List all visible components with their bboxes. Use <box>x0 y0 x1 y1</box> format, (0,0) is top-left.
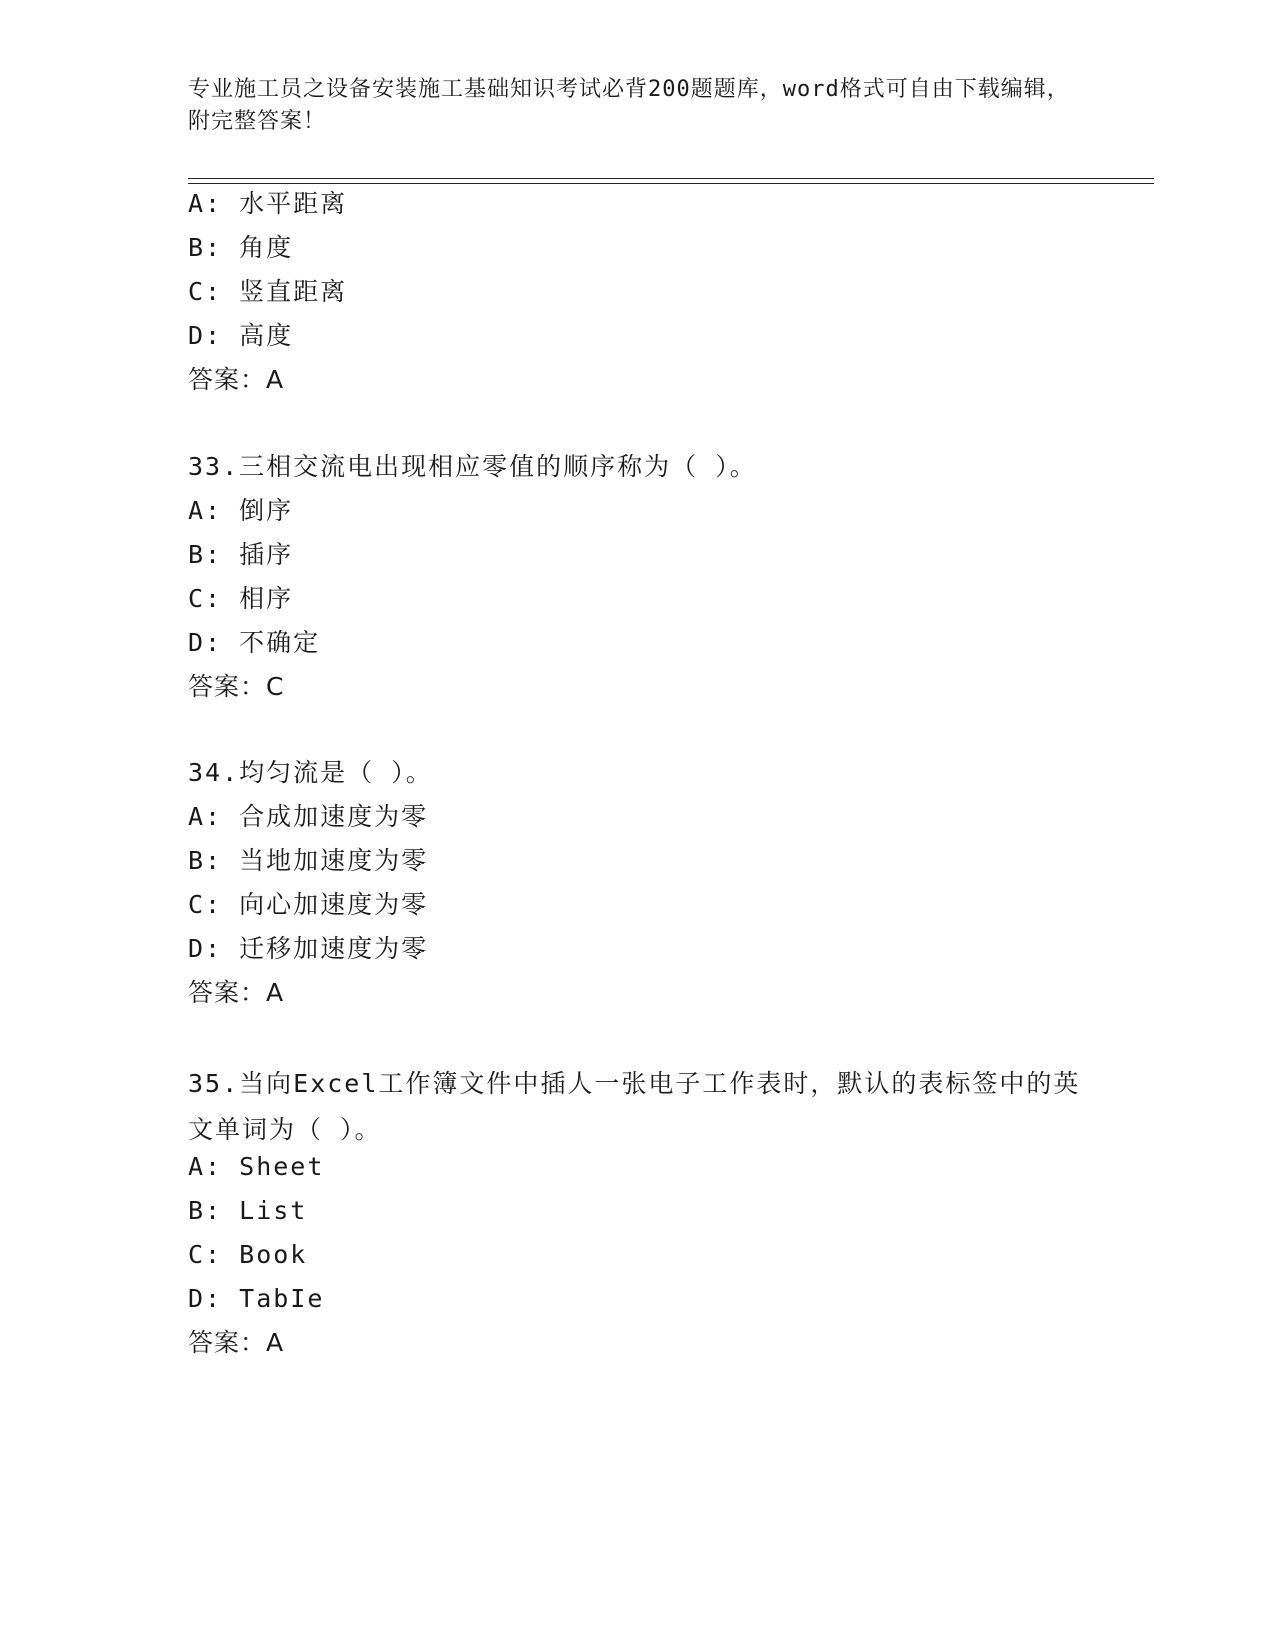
q32-option-d: D: 高度 <box>188 321 294 350</box>
q32-option-b: B: 角度 <box>188 233 294 262</box>
q32-option-a: A: 水平距离 <box>188 189 348 218</box>
q35-option-c: C: Book <box>188 1240 308 1269</box>
q35-answer: 答案：A <box>188 1328 285 1357</box>
q35-question: 35.当向Excel工作簿文件中插人一张电子工作表时，默认的表标签中的英文单词为（ ）。 <box>188 1069 1081 1144</box>
q34-option-a: A: 合成加速度为零 <box>188 802 429 831</box>
q35-option-a: A: Sheet <box>188 1152 325 1181</box>
q33-option-d: D: 不确定 <box>188 628 321 657</box>
document-header: 专业施工员之设备安装施工基础知识考试必背200题题库，word格式可自由下载编辑，附完整答案！ <box>188 77 1070 134</box>
q33-option-b: B: 插序 <box>188 540 294 569</box>
q34-question: 34.均匀流是（ ）。 <box>188 758 433 787</box>
q34-option-c: C: 向心加速度为零 <box>188 890 429 919</box>
q33-question: 33.三相交流电出现相应零值的顺序称为（ ）。 <box>188 452 757 481</box>
q32-option-c: C: 竖直距离 <box>188 277 348 306</box>
q32-answer: 答案：A <box>188 365 285 394</box>
q35-option-d: D: TabIe <box>188 1284 325 1313</box>
q33-answer: 答案：C <box>188 672 285 701</box>
header-divider-top <box>188 178 1154 179</box>
q34-option-d: D: 迁移加速度为零 <box>188 934 429 963</box>
header-divider-bottom <box>188 183 1154 184</box>
q33-option-c: C: 相序 <box>188 584 294 613</box>
q34-option-b: B: 当地加速度为零 <box>188 846 429 875</box>
q33-option-a: A: 倒序 <box>188 496 294 525</box>
q34-answer: 答案：A <box>188 978 285 1007</box>
q35-option-b: B: List <box>188 1196 308 1225</box>
